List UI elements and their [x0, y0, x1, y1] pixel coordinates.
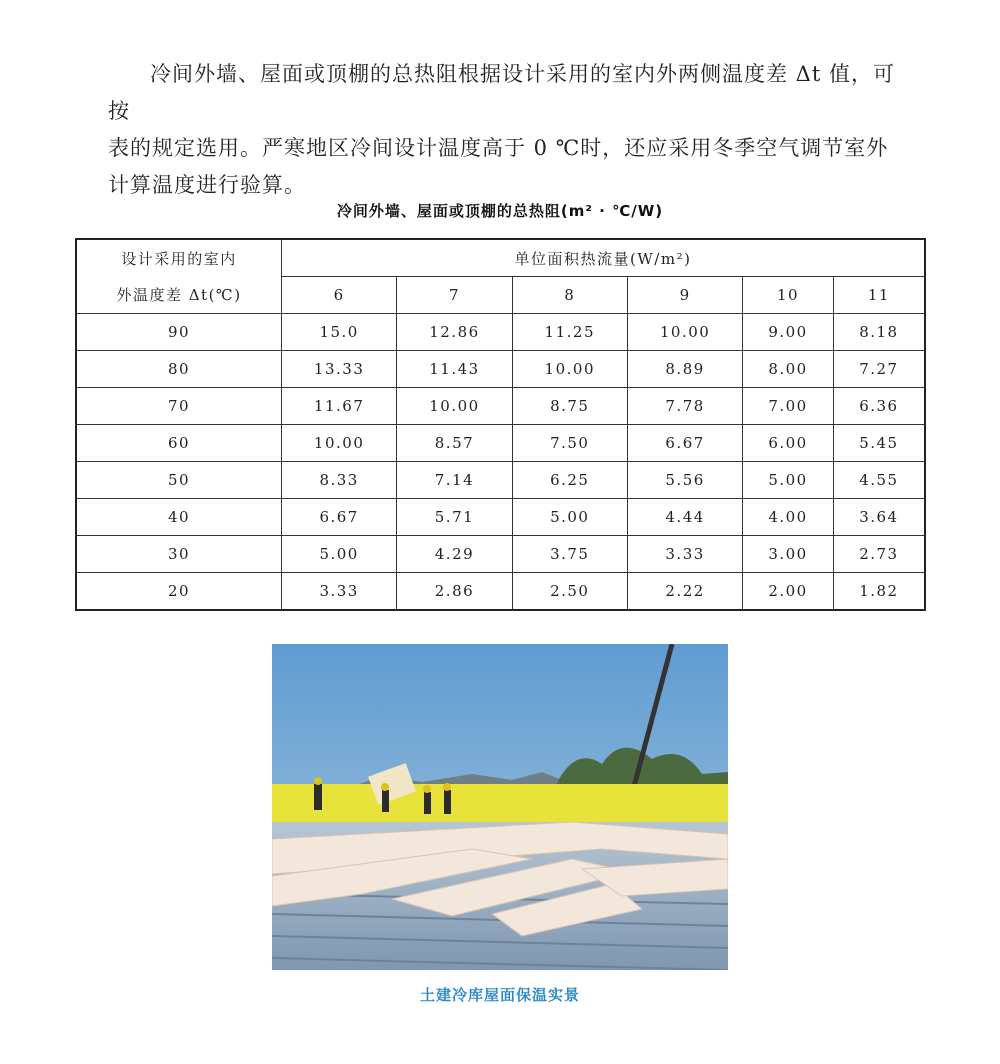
temperature-difference-cell: 60: [76, 425, 282, 462]
resistance-value-cell: 8.89: [627, 351, 742, 388]
resistance-value-cell: 8.33: [282, 462, 397, 499]
table-row: [76, 351, 925, 388]
resistance-value-cell: 10.00: [512, 351, 627, 388]
column-header-cell: 6: [282, 277, 397, 314]
resistance-value-cell: 10.00: [627, 314, 742, 351]
resistance-value-cell: 8.57: [397, 425, 512, 462]
thermal-resistance-table: [75, 238, 926, 611]
row-header-line-1: 设计采用的室内: [121, 249, 237, 268]
column-header-cell: 7: [397, 277, 512, 314]
resistance-value-cell: 2.00: [743, 573, 834, 611]
resistance-value-cell: 4.29: [397, 536, 512, 573]
resistance-value-cell: 1.82: [833, 573, 925, 611]
resistance-value-cell: 7.14: [397, 462, 512, 499]
resistance-value-cell: 11.43: [397, 351, 512, 388]
temperature-difference-cell: 70: [76, 388, 282, 425]
resistance-value-cell: 6.00: [743, 425, 834, 462]
column-header-cell: 10: [743, 277, 834, 314]
resistance-value-cell: 4.44: [627, 499, 742, 536]
temperature-difference-cell: 20: [76, 573, 282, 611]
intro-paragraph: [108, 56, 908, 204]
resistance-value-cell: 5.00: [512, 499, 627, 536]
resistance-value-cell: 2.50: [512, 573, 627, 611]
resistance-value-cell: 8.00: [743, 351, 834, 388]
column-header-cell: 11: [833, 277, 925, 314]
resistance-value-cell: 11.25: [512, 314, 627, 351]
resistance-value-cell: 3.00: [743, 536, 834, 573]
temperature-difference-cell: 90: [76, 314, 282, 351]
resistance-value-cell: 7.27: [833, 351, 925, 388]
roof-insulation-photo: [272, 644, 728, 970]
temperature-difference-cell: 30: [76, 536, 282, 573]
resistance-value-cell: 6.25: [512, 462, 627, 499]
intro-line-2: 表的规定选用。严寒地区冷间设计温度高于 0 ℃时，还应采用冬季空气调节室外: [108, 136, 889, 160]
table-row: [76, 499, 925, 536]
table-row: [76, 388, 925, 425]
resistance-value-cell: 4.55: [833, 462, 925, 499]
resistance-value-cell: 2.86: [397, 573, 512, 611]
resistance-value-cell: 7.50: [512, 425, 627, 462]
resistance-value-cell: 10.00: [397, 388, 512, 425]
column-header-cell: 9: [627, 277, 742, 314]
insulation-stacks: [272, 784, 728, 824]
intro-line-1: 冷间外墙、屋面或顶棚的总热阻根据设计采用的室内外两侧温度差 Δt 值，可按: [108, 62, 895, 123]
row-header-cell: [76, 239, 282, 314]
resistance-value-cell: 5.00: [743, 462, 834, 499]
resistance-value-cell: 5.00: [282, 536, 397, 573]
resistance-value-cell: 6.67: [282, 499, 397, 536]
intro-line-3: 计算温度进行验算。: [108, 173, 306, 197]
resistance-value-cell: 5.71: [397, 499, 512, 536]
resistance-value-cell: 5.45: [833, 425, 925, 462]
resistance-value-cell: 3.33: [282, 573, 397, 611]
table-header-row: [76, 239, 925, 277]
resistance-value-cell: 6.67: [627, 425, 742, 462]
photo-illustration: [272, 644, 728, 970]
resistance-value-cell: 11.67: [282, 388, 397, 425]
temperature-difference-cell: 80: [76, 351, 282, 388]
resistance-value-cell: 2.73: [833, 536, 925, 573]
table-row: [76, 462, 925, 499]
temperature-difference-cell: 50: [76, 462, 282, 499]
resistance-value-cell: 7.00: [743, 388, 834, 425]
resistance-value-cell: 13.33: [282, 351, 397, 388]
resistance-value-cell: 5.56: [627, 462, 742, 499]
resistance-value-cell: 9.00: [743, 314, 834, 351]
resistance-value-cell: 12.86: [397, 314, 512, 351]
table-row: [76, 314, 925, 351]
resistance-value-cell: 3.33: [627, 536, 742, 573]
resistance-value-cell: 6.36: [833, 388, 925, 425]
resistance-value-cell: 2.22: [627, 573, 742, 611]
table-row: [76, 573, 925, 611]
table-row: [76, 425, 925, 462]
photo-caption: 土建冷库屋面保温实景: [419, 986, 580, 1004]
resistance-value-cell: 15.0: [282, 314, 397, 351]
resistance-value-cell: 3.75: [512, 536, 627, 573]
temperature-difference-cell: 40: [76, 499, 282, 536]
resistance-value-cell: 10.00: [282, 425, 397, 462]
resistance-value-cell: 8.75: [512, 388, 627, 425]
resistance-value-cell: 8.18: [833, 314, 925, 351]
resistance-value-cell: 3.64: [833, 499, 925, 536]
column-header-cell: 8: [512, 277, 627, 314]
group-header-cell: 单位面积热流量(W/m²): [282, 239, 926, 277]
row-header-line-2: 外温度差 Δt(℃): [116, 285, 242, 304]
table-caption: 冷间外墙、屋面或顶棚的总热阻(m² · ℃/W): [336, 202, 664, 220]
resistance-value-cell: 4.00: [743, 499, 834, 536]
table-row: [76, 536, 925, 573]
resistance-value-cell: 7.78: [627, 388, 742, 425]
